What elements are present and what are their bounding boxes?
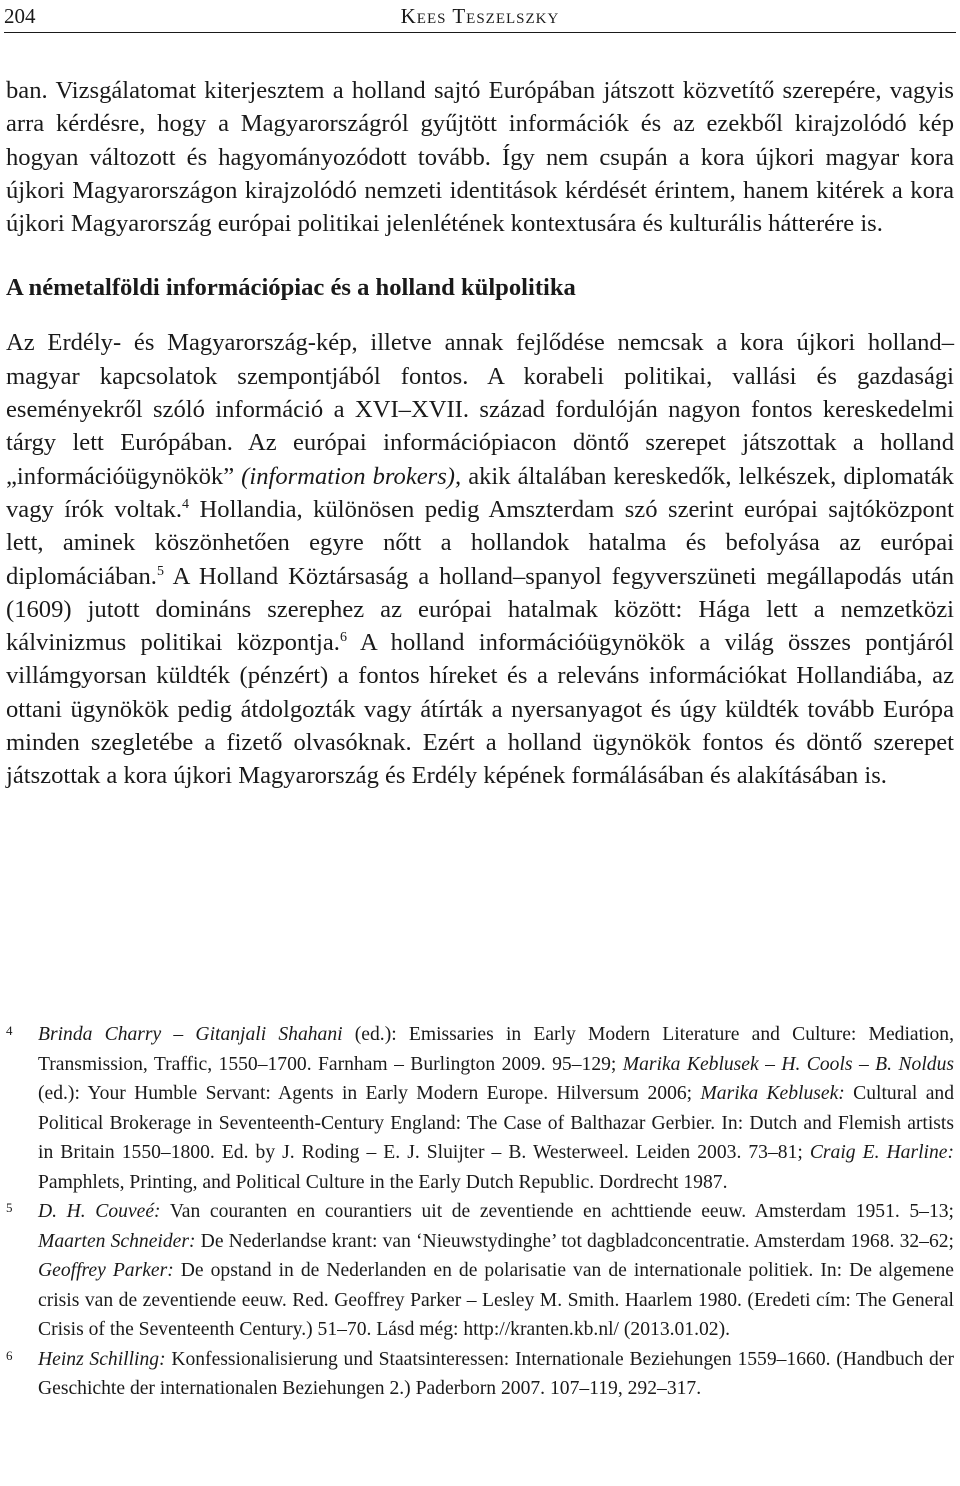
footnote-5	[6, 1197, 954, 1345]
body-text	[6, 74, 954, 793]
footnote-citation: De opstand in de Nederlanden en de polarisatie van de internationale politiek. In: De algemene crisis van de zeventiende eeuw. Red. Geoffrey Parker – Lesley M. Smith. Haarlem 1980. (Eredeti cím: The General Crisis of the Seventeenth Century.) 51–70. Lásd még: http://kranten.kb.nl/ (2013.01.02).	[38, 1260, 955, 1340]
footnote-ref-4[interactable]: 4	[182, 496, 190, 512]
footnote-ref-6[interactable]: 6	[339, 629, 347, 645]
footnote-author: Heinz Schilling:	[38, 1348, 166, 1370]
header-rule	[4, 32, 956, 33]
paragraph-text: akik általában kereskedők, lelkészek, diplomaták vagy írók voltak.	[6, 462, 954, 523]
footnote-number: 6	[6, 1347, 13, 1363]
intro-paragraph: ban. Vizsgálatomat kiterjesztem a holland sajtó Európában játszott közvetítő szerepére, vagyis arra kérdésre, hogy a Magyarországról gyűjtött információk és az ezekből kirajzolódó kép hogyan változott és hagyományozódott tovább. Így nem csupán a kora újkori magyar kora újkori Magyarországon kirajzolódó nemzeti identitások kérdését érintem, hanem kitérek a kora újkori Magyarország európai politikai jelenlétének kontextusára és kulturális hátterére is.	[6, 77, 954, 238]
footnote-citation: Pamphlets, Printing, and Political Culture in the Early Dutch Republic. Dordrecht 1987.	[38, 1171, 728, 1193]
footnote-ref-5[interactable]: 5	[156, 563, 164, 579]
footnote-citation: Van couranten en courantiers uit de zeventiende en achttiende eeuw. Amsterdam 1951. 5–13;	[160, 1201, 954, 1222]
footnote-4	[6, 1020, 954, 1197]
footnote-author: D. H. Couveé:	[38, 1201, 161, 1222]
footnote-text	[38, 1349, 954, 1400]
paragraph-text: A Holland Köztársaság a holland–spanyol fegyverszüneti megállapodás után (1609) jutott domináns szerephez az európai hatalmak között: Hága lett a nemzetközi kálvinizmus politikai központja.	[6, 562, 954, 657]
paragraph-text: A holland információügynökök a világ összes pontjáról villámgyorsan küldték (pénzért) a fontos híreket és a releváns információkat Hollandiába, az ottani ügynökök pedig átdolgozták vagy átírták a nyersanyagot és úgy küldték tovább Európa minden szegletébe a fizető olvasóknak. Ezért a holland ügynökök fontos és döntő szerepet játszottak a kora újkori Magyarország és Erdély képének formálásában és alakításában is.	[6, 629, 955, 790]
footnote-text	[38, 1024, 954, 1193]
footnote-citation: (ed.): Emissaries in Early Modern Literature and Culture: Mediation, Transmission, Traffic, 1550–1700. Farnham – Burlington 2009. 95–129;	[38, 1024, 954, 1075]
paragraph-text: Az Erdély- és Magyarország-kép, illetve annak fejlődése nemcsak a kora újkori holland–magyar kapcsolatok szempontjából fontos. A korabeli politikai, vallási és gazdasági eseményekről szóló információ a XVI–XVII. század fordulóján nagyon fontos kereskedelmi tárgy lett Európában. Az európai információpiacon döntő szerepet játszottak a holland „információügynökök”	[6, 329, 954, 490]
footnote-number: 5	[6, 1200, 13, 1215]
running-head	[4, 4, 956, 28]
footnotes	[6, 1020, 954, 1404]
footnote-author: Marika Keblusek:	[700, 1083, 845, 1104]
footnote-text	[38, 1201, 954, 1340]
paragraph-text-italic: (information brokers),	[241, 462, 462, 490]
footnote-citation: (ed.): Your Humble Servant: Agents in Early Modern Europe. Hilversum 2006;	[38, 1083, 701, 1104]
footnote-citation: Cultural and Political Brokerage in Seventeenth-Century England: The Case of Balthazar Gerbier. In: Dutch and Flemish artists in Britain 1550–1800. Ed. by J. Roding – E. J. Sluijter – B. Westerweel. Leiden 2003. 73–81;	[38, 1083, 954, 1163]
footnote-number: 4	[6, 1023, 13, 1038]
footnote-author: Brinda Charry – Gitanjali Shahani	[38, 1024, 343, 1045]
running-title: Kees Teszelszky	[400, 4, 560, 28]
paragraph-text: Hollandia, különösen pedig Amszterdam szó szerint európai sajtóközpont lett, aminek köszönhetően egyre nőtt a hollandok hatalma és befolyása az európai diplomáciában.	[6, 495, 954, 590]
footnote-author: Maarten Schneider:	[38, 1230, 196, 1252]
footnote-author: Marika Keblusek – H. Cools – B. Noldus	[622, 1053, 954, 1075]
footnote-author: Geoffrey Parker:	[38, 1260, 174, 1281]
section-heading: A németalföldi információpiac és a holland külpolitika	[6, 274, 576, 302]
page-number: 204	[4, 4, 36, 28]
section-paragraph	[6, 326, 954, 792]
footnote-citation: Konfessionalisierung und Staatsinteressen: Internationale Beziehungen 1559–1660. (Handbuch der Geschichte der internationalen Beziehungen 2.) Paderborn 2007. 107–119, 292–317.	[38, 1348, 954, 1399]
footnote-6	[6, 1345, 954, 1404]
footnote-author: Craig E. Harline:	[809, 1142, 955, 1163]
footnote-citation: De Nederlandse krant: van ‘Nieuwstydinghe’ tot dagbladconcentratie. Amsterdam 1968. 32–62;	[195, 1230, 955, 1252]
